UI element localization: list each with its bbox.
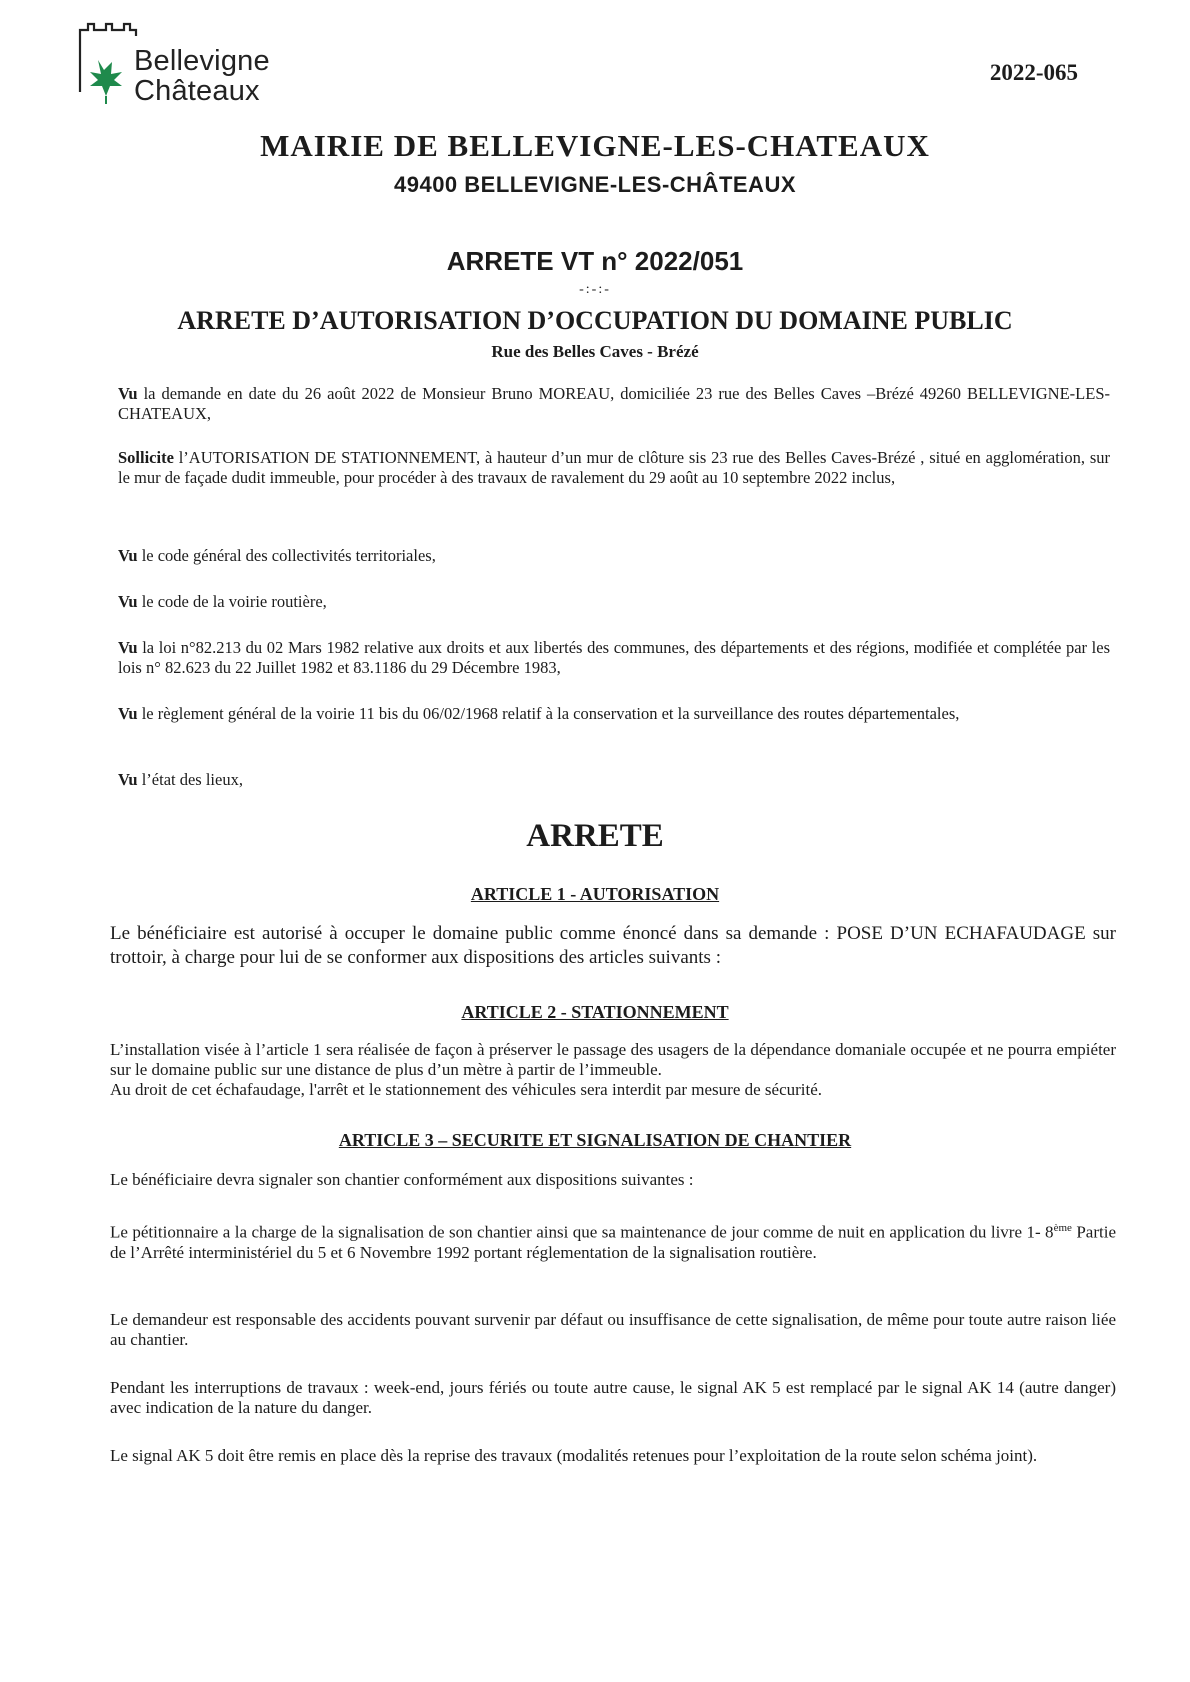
article-2-paragraph-2: Au droit de cet échafaudage, l'arrêt et le stationnement des véhicules sera interdit par mesure de sécurité.	[110, 1080, 823, 1099]
considerant-lead: Vu	[118, 384, 138, 403]
article-3-heading: ARTICLE 3 – SECURITE ET SIGNALISATION DE CHANTIER	[338, 1130, 852, 1150]
article-3-paragraph-2	[110, 1218, 1116, 1263]
logo-text	[134, 46, 270, 106]
article-3-paragraph-1: Le bénéficiaire devra signaler son chantier conformément aux dispositions suivantes :	[110, 1170, 694, 1189]
considerant-lead: Vu	[118, 704, 138, 723]
article-2-text	[110, 1040, 1116, 1100]
decision-heading: ARRETE	[526, 818, 664, 854]
logo-line1: Bellevigne	[134, 45, 270, 77]
article-2-paragraph-1: L’installation visée à l’article 1 sera réalisée de façon à préserver le passage des usagers de la dépendance domaniale occupée et ne pourra empiéter sur le domaine public sur une distance de plus d’un mètre à partir de l’immeuble.	[110, 1040, 1116, 1079]
article-2-heading: ARTICLE 2 - STATIONNEMENT	[461, 1002, 729, 1022]
article-3-paragraph-4: Pendant les interruptions de travaux : week-end, jours fériés ou toute autre cause, le signal AK 5 est remplacé par le signal AK 14 (autre danger) avec indication de la nature du danger.	[110, 1378, 1116, 1417]
considerant-demande	[118, 384, 1110, 424]
considerant-cgct	[118, 546, 1110, 566]
considerant-text: le code général des collectivités territoriales,	[137, 546, 436, 565]
ordinal-suffix: ème	[1053, 1222, 1072, 1234]
arrete-subtitle: Rue des Belles Caves - Brézé	[491, 342, 699, 361]
considerant-text: la demande en date du 26 août 2022 de Monsieur Bruno MOREAU, domiciliée 23 rue des Belles Caves –Brézé 49260 BELLEVIGNE-LES-CHATEAUX,	[118, 384, 1110, 423]
considerant-loi	[118, 638, 1110, 678]
article-3-paragraph-2-start: Le pétitionnaire a la charge de la signalisation de son chantier ainsi que sa maintenance de jour comme de nuit en application du livre 1- 8	[110, 1222, 1054, 1242]
considerant-lead: Vu	[118, 546, 138, 565]
arrete-number: ARRETE VT n° 2022/051	[446, 246, 744, 276]
article-3-paragraph-5: Le signal AK 5 doit être remis en place dès la reprise des travaux (modalités retenues pour l’exploitation de la route selon schéma joint).	[110, 1446, 1038, 1465]
considerant-voirie	[118, 592, 1110, 612]
article-1-text: Le bénéficiaire est autorisé à occuper le domaine public comme énoncé dans sa demande : POSE D’UN ECHAFAUDAGE sur trottoir, à charge pour lui de se conformer aux dispositions des articles suivants :	[110, 923, 1116, 968]
article-3-paragraph-3: Le demandeur est responsable des accidents pouvant survenir par défaut ou insuffisance de cette signalisation, de même pour toute autre raison liée au chantier.	[110, 1310, 1116, 1349]
considerant-lead: Vu	[118, 770, 138, 789]
considerant-text: le code de la voirie routière,	[137, 592, 327, 611]
logo	[78, 22, 318, 112]
considerant-lead: Vu	[118, 638, 138, 657]
considerant-text: l’état des lieux,	[137, 770, 243, 789]
considerant-lead: Vu	[118, 592, 138, 611]
considerant-reglement	[118, 704, 1110, 724]
article-3-paragraph-2-end: Partie de l’Arrêté interministériel du 5 et 6 Novembre 1992 portant réglementation de la signalisation routière.	[110, 1222, 1116, 1262]
considerant-text: l’AUTORISATION DE STATIONNEMENT, à hauteur d’un mur de clôture sis 23 rue des Belles Caves-Brézé , situé en agglomération, sur le mur de façade dudit immeuble, pour procéder à des travaux de ravalement du 29 août au 10 septembre 2022 inclus,	[118, 448, 1110, 487]
separator: -:-:-	[579, 282, 611, 297]
mairie-heading: MAIRIE DE BELLEVIGNE-LES-CHATEAUX	[260, 128, 930, 163]
considerant-text: le règlement général de la voirie 11 bis du 06/02/1968 relatif à la conservation et la surveillance des routes départementales,	[137, 704, 960, 723]
considerant-lead: Sollicite	[118, 448, 174, 467]
mairie-address: 49400 BELLEVIGNE-LES-CHÂTEAUX	[393, 172, 797, 197]
considerant-sollicite	[118, 448, 1110, 488]
article-1-heading: ARTICLE 1 - AUTORISATION	[470, 884, 720, 904]
arrete-title: ARRETE D’AUTORISATION D’OCCUPATION DU DOMAINE PUBLIC	[177, 306, 1013, 335]
considerant-text: la loi n°82.213 du 02 Mars 1982 relative aux droits et aux libertés des communes, des départements et des régions, modifiée et complétée par les lois n° 82.623 du 22 Juillet 1982 et 83.1186 du 29 Décembre 1983,	[118, 638, 1110, 677]
document-reference: 2022-065	[989, 60, 1078, 85]
considerant-etat-lieux	[118, 770, 1110, 790]
logo-line2: Châteaux	[134, 75, 260, 107]
